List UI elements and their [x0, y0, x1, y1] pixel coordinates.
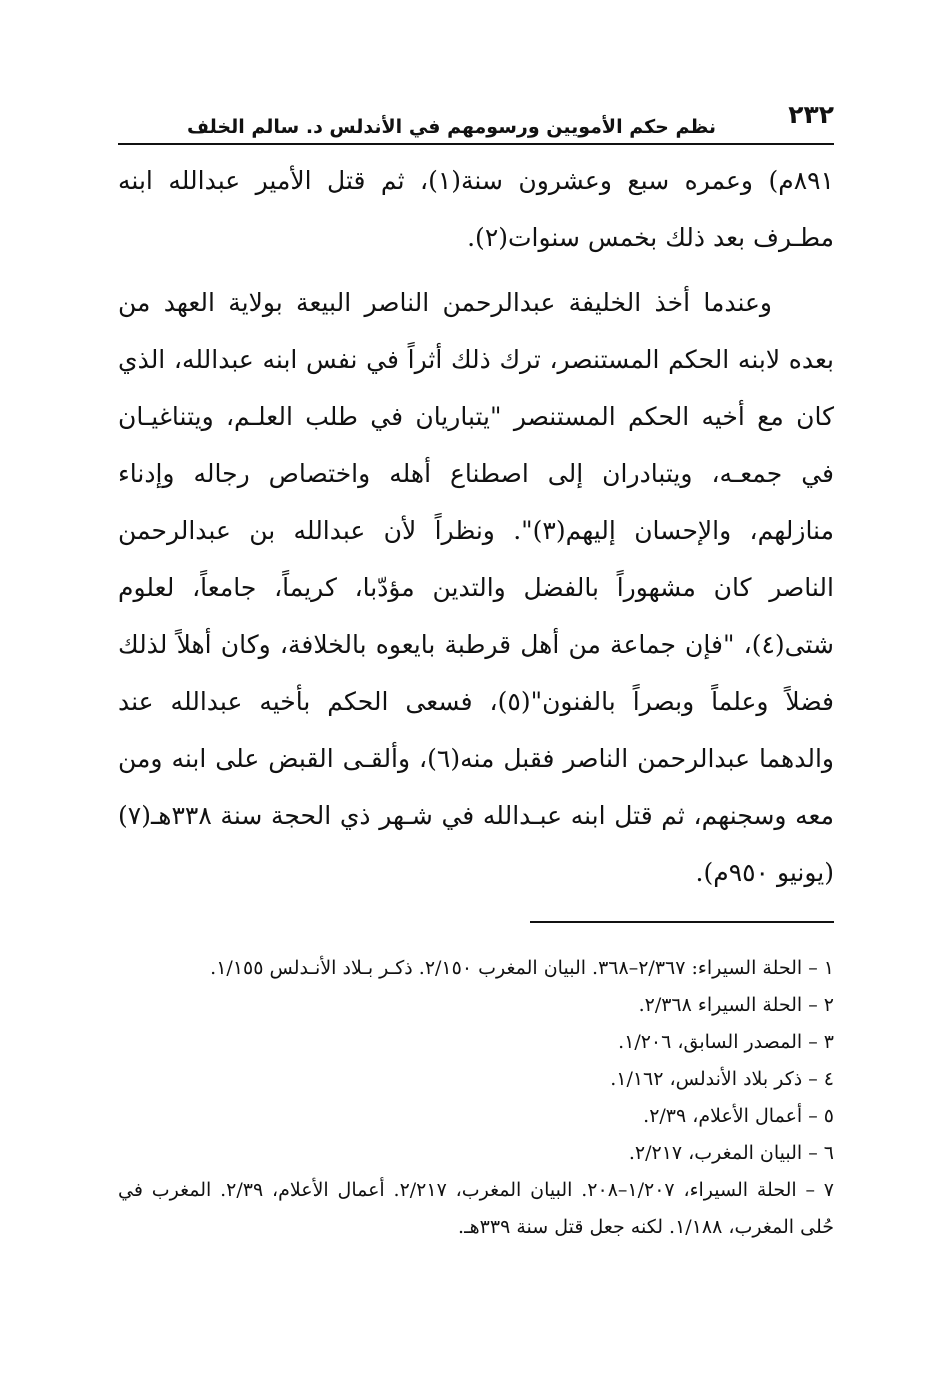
footnote-separator [530, 921, 834, 923]
footnote: ٥ – أعمال الأعلام، ٢/٣٩. [643, 1105, 834, 1127]
main-text [118, 152, 834, 901]
running-title: نظم حكم الأمويين ورسومهم في الأندلس د. سالم الخلف [187, 116, 716, 138]
footnote: ١ – الحلة السيراء: ٢/٣٦٧–٣٦٨. البيان المغرب ٢/١٥٠. ذكـر بـلاد الأنـدلس ١/١٥٥. [210, 957, 834, 979]
footnote: ٤ – ذكر بلاد الأندلس، ١/١٦٢. [610, 1068, 834, 1090]
footnote: ٦ – البيان المغرب، ٢/٢١٧. [628, 1142, 834, 1164]
footnotes-list [118, 950, 834, 1246]
paragraph: ٨٩١م) وعمره سبع وعشرون سنة(١)، ثم قتل الأمير عبدالله ابنه مطـرف بعد ذلك بخمس سنوات(٢). [118, 166, 834, 252]
page-number: ٢٣٢ [788, 100, 834, 129]
footnote: ٣ – المصدر السابق، ١/٢٠٦. [618, 1031, 834, 1053]
paragraph: وعندما أخذ الخليفة عبدالرحمن الناصر البيعة بولاية العهد من بعده لابنه الحكم المستنصر، ترك ذلك أثراً في نفس ابنه عبدالله، الذي كان مع أخيه الحكم المستنصر "يتباريان في طلب العلـم، ويتناغيـان في جمعـه، ويتبادران إلى اصطناع أهله واختصاص رجاله وإدناء منازلهم، والإحسان إليهم(٣)". ونظراً لأن عبدالله بن عبدالرحمن الناصر كان مشهوراً بالفضل والتدين مؤدّبا، كريماً، جامعاً، لعلوم شتى(٤)، "فإن جماعة من أهل قرطبة بايعوه بالخلافة، وكان أهلاً لذلك فضلاً وعلماً وبصراً بالفنون"(٥)، فسعى الحكم بأخيه عبدالله عند والدهما عبدالرحمن الناصر فقبل منه(٦)، وألقـى القبض على ابنه ومن معه وسجنهم، ثم قتل ابنه عبـدالله في شـهر ذي الحجة سنة ٣٣٨هـ(٧) (يونيو ٩٥٠م). [118, 288, 834, 887]
footnote: ٧ – الحلة السيراء، ١/٢٠٧–٢٠٨. البيان المغرب، ٢/٢١٧. أعمال الأعلام، ٢/٣٩. المغرب في حُلى المغرب، ١/١٨٨. لكنه جعل قتل سنة ٣٣٩هـ. [118, 1179, 834, 1238]
footnote: ٢ – الحلة السيراء ٢/٣٦٨. [638, 994, 834, 1016]
header-rule [118, 143, 834, 145]
page-header [118, 100, 834, 140]
